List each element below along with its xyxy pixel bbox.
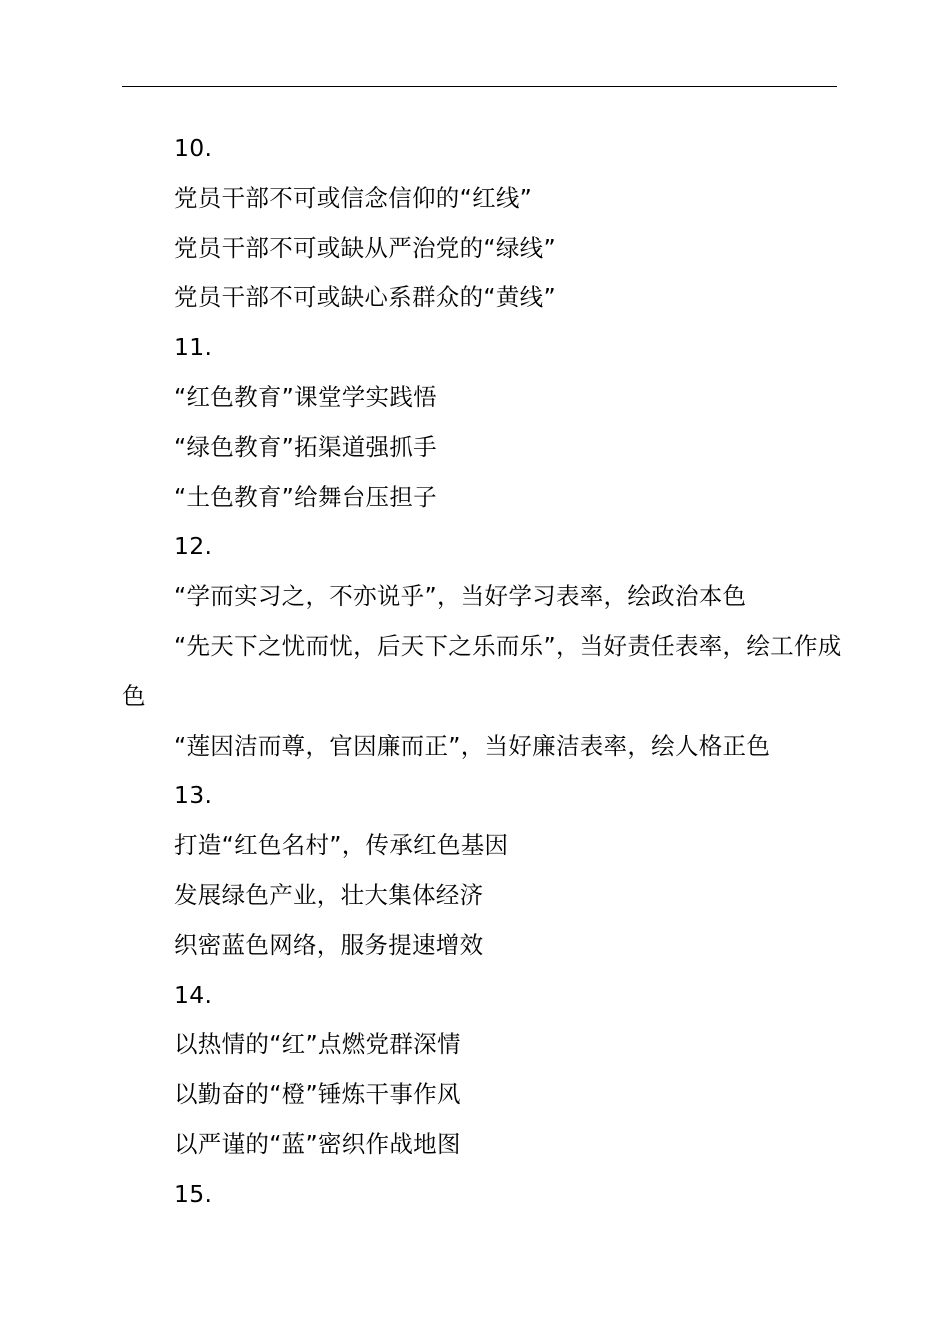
paragraph: “土色教育”给舞台压担子 [174,482,437,511]
paragraph: “学而实习之，不亦说乎”，当好学习表率，绘政治本色 [174,582,747,611]
paragraph: 以严谨的“蓝”密织作战地图 [174,1129,461,1158]
paragraph: 打造“红色名村”，传承红色基因 [174,831,509,860]
paragraph: 以勤奋的“橙”锤炼干事作风 [174,1080,461,1109]
document-body [122,124,842,1220]
paragraph: “先天下之忧而忧，后天下之乐而乐”，当好责任表率，绘工作成色 [122,631,842,710]
paragraph: 发展绿色产业，壮大集体经济 [174,880,484,909]
section-number: 15. [174,1179,213,1208]
paragraph: 党员干部不可或缺心系群众的“黄线” [174,283,556,312]
paragraph: “莲因洁而尊，官因廉而正”，当好廉洁表率，绘人格正色 [174,731,771,760]
paragraph: 以热情的“红”点燃党群深情 [174,1030,461,1059]
paragraph: 党员干部不可或缺从严治党的“绿线” [174,233,556,262]
section-number: 14. [174,980,213,1009]
section-number: 11. [174,333,213,362]
header-rule [122,86,837,87]
paragraph: “绿色教育”拓渠道强抓手 [174,432,437,461]
paragraph: 织密蓝色网络，服务提速增效 [174,930,484,959]
paragraph: 党员干部不可或信念信仰的“红线” [174,183,533,212]
section-number: 13. [174,781,213,810]
section-number: 10. [174,134,213,162]
section-number: 12. [174,532,213,561]
paragraph: “红色教育”课堂学实践悟 [174,382,437,411]
